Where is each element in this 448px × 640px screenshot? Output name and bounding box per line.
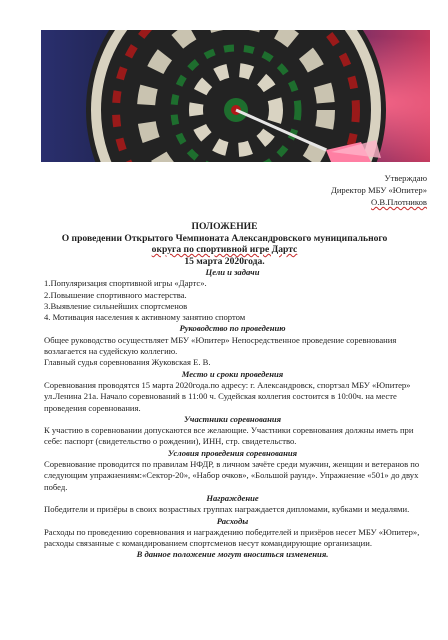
participants-text: К участию в соревновании допускаются все желающие. Участники соревнования должны иметь при себе: паспорт (свидетельство о рождении), ИНН, стр. свидетельство. — [44, 425, 414, 447]
dartboard-photo — [41, 30, 430, 162]
goals-list — [44, 278, 421, 323]
goal-item: 1.Популяризация спортивной игры «Дартс». — [44, 278, 207, 289]
title-line-1: О проведении Открытого Чемпионата Александровского муниципального — [61, 232, 388, 244]
document-body — [44, 267, 421, 561]
conditions-text: Соревнование проводится по правилам НФДР, в личном зачёте среди мужчин, женщин и ветеранов по следующим упражнениям:«Сектор-20», «Набор очков», «Большой раунд». Упражнение «501» до двух побед. — [44, 459, 420, 492]
goal-item: 3.Выявление сильнейших спортсменов — [44, 300, 188, 311]
approval-line-2: Директор МБУ «Юпитер» — [330, 185, 427, 195]
management-text: Общее руководство осуществляет МБУ «Юпитер» Непосредственное проведение соревнования возлагается на судейскую коллегию. — [44, 334, 397, 357]
heading-goals: Цели и задачи — [205, 267, 260, 277]
heading-participants: Участники соревнования — [183, 413, 282, 424]
approval-block — [331, 172, 427, 208]
heading-expenses: Расходы — [216, 515, 249, 526]
awards-text: Победители и призёры в своих возрастных группах награждается дипломами, кубками и медалями. — [44, 504, 410, 515]
document-title — [34, 221, 415, 267]
approval-line-1: Утверждаю — [384, 173, 427, 183]
goal-item: 4. Мотивация населения к активному занятию спортом — [44, 312, 246, 323]
approval-signature: О.В.Плотников — [371, 197, 427, 207]
expenses-text: Расходы по проведению соревнования и награждению победителей и призёров несет МБУ «Юпитер», расходы связанные с командированием спортсменов несут командирующие организации. — [44, 526, 420, 549]
heading-place: Место и сроки проведения — [181, 368, 284, 379]
management-judge: Главный судья соревнования Жуковская Е. В. — [44, 357, 211, 368]
place-text: Соревнования проводятся 15 марта 2020года.по адресу: г. Александровск, спортзал МБУ «Юпитер» ул.Ленина 21а. Начало соревнований в 11:00 ч. Судейская коллегия состоится в 10:00ч. на месте проведения соревнования. — [44, 379, 411, 413]
heading-conditions: Условия проведения соревнования — [167, 447, 298, 458]
goal-item: 2.Повышение спортивного мастерства. — [44, 289, 187, 300]
final-note: В данное положение могут вноситься изменения. — [136, 549, 329, 560]
title-date: 15 марта 2020года. — [184, 255, 265, 267]
title-heading: ПОЛОЖЕНИЕ — [191, 221, 258, 232]
title-line-2: округа по спортивной игре Дартс — [151, 244, 298, 256]
heading-awards: Награждение — [206, 492, 259, 503]
heading-management: Руководство по проведению — [179, 323, 286, 334]
dartboard-image — [41, 30, 430, 162]
